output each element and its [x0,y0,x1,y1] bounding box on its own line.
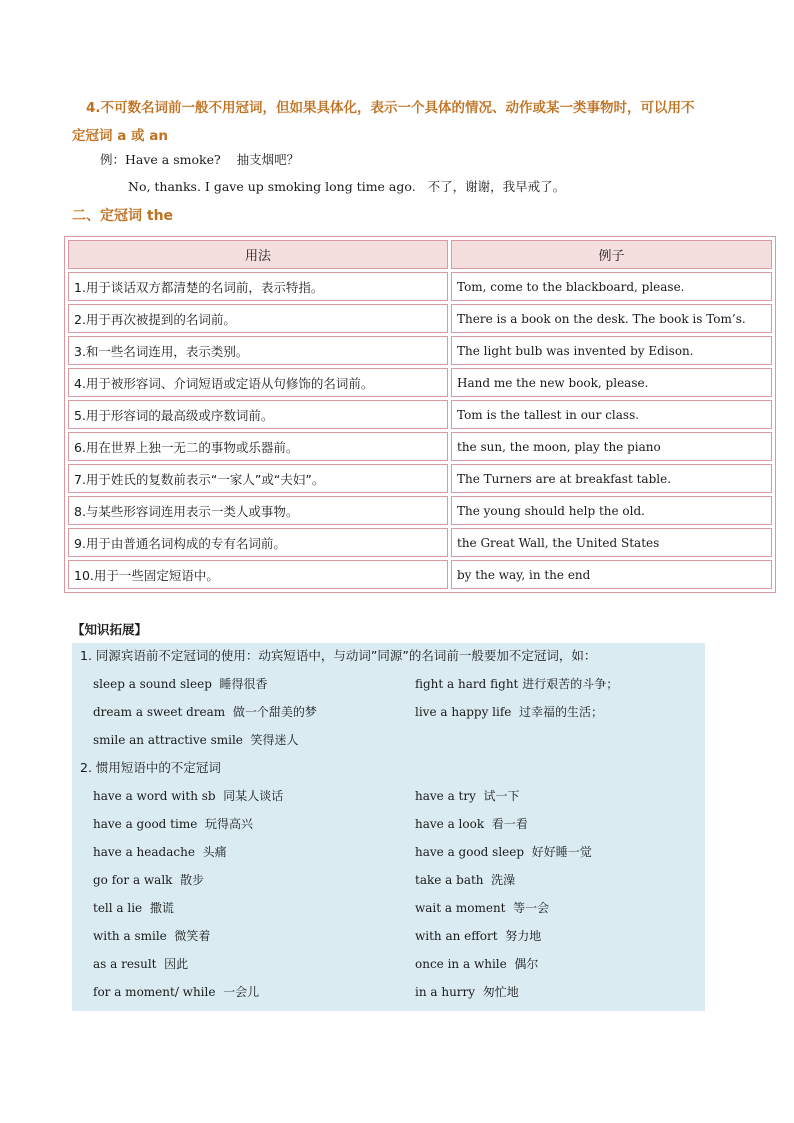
section-title-definite-article: 二、定冠词 the [72,208,174,224]
phrase-item: take a bath 洗澡 [415,873,516,887]
phrase-item: have a headache 头痛 [93,845,227,859]
phrase-item: live a happy life 过幸福的生活； [415,705,604,719]
usage-cell: 1.用于谈话双方都清楚的名词前，表示特指。 [68,272,448,301]
usage-table [64,236,776,593]
table-row [68,400,772,429]
usage-cell: 9.用于由普通名词构成的专有名词前。 [68,528,448,557]
phrase-item: fight a hard fight 进行艰苦的斗争； [415,677,619,691]
phrase-item: as a result 因此 [93,957,189,971]
phrase-item: wait a moment 等一会 [415,901,550,915]
example-cell: The young should help the old. [451,496,772,525]
rule-4-line-2: 定冠词 a 或 an [72,128,168,144]
knowledge-expansion-panel [72,643,705,1011]
example-cell: There is a book on the desk. The book is Tom’s. [451,304,772,333]
column-header-usage: 用法 [68,240,448,269]
phrase-item: have a look 看一看 [415,817,528,831]
usage-cell: 5.用于形容词的最高级或序数词前。 [68,400,448,429]
phrase-item: once in a while 偶尔 [415,957,539,971]
phrase-item: have a good sleep 好好睡一觉 [415,845,592,859]
table-row [68,432,772,461]
phrase-item: have a good time 玩得高兴 [93,817,253,831]
phrase-item: have a try 试一下 [415,789,520,803]
phrase-item: in a hurry 匆忙地 [415,985,519,999]
example-question [100,150,299,170]
usage-cell: 7.用于姓氏的复数前表示“一家人”或“夫妇”。 [68,464,448,493]
usage-cell: 4.用于被形容词、介词短语或定语从句修饰的名词前。 [68,368,448,397]
rule-4-line-1: 4.不可数名词前一般不用冠词，但如果具体化，表示一个具体的情况、动作或某一类事物时，可以用不 [86,100,695,116]
example-label: 例： [100,152,126,167]
phrase-item: tell a lie 撒谎 [93,901,174,915]
usage-cell: 2.用于再次被提到的名词前。 [68,304,448,333]
usage-cell: 6.用在世界上独一无二的事物或乐器前。 [68,432,448,461]
example-question-en: Have a smoke? [125,152,221,167]
usage-cell: 10.用于一些固定短语中。 [68,560,448,589]
example-answer-zh: 不了，谢谢，我早戒了。 [427,179,566,194]
table-row [68,560,772,589]
table-row [68,304,772,333]
phrase-item: go for a walk 散步 [93,873,205,887]
expansion-heading-1: 1. 同源宾语前不定冠词的使用：动宾短语中，与动词”同源”的名词前一般要加不定冠词，如： [80,648,597,663]
example-answer [128,177,565,197]
table-row [68,272,772,301]
example-cell: Hand me the new book, please. [451,368,772,397]
phrase-item: smile an attractive smile 笑得迷人 [93,733,299,747]
example-cell: by the way, in the end [451,560,772,589]
table-row [68,464,772,493]
phrase-item: with an effort 努力地 [415,929,542,943]
phrase-item: have a word with sb 同某人谈话 [93,789,284,803]
example-cell: the sun, the moon, play the piano [451,432,772,461]
phrase-item: for a moment/ while 一会儿 [93,985,260,999]
table-row [68,496,772,525]
table-row [68,336,772,365]
knowledge-expansion-title: 【知识拓展】 [72,622,148,637]
example-cell: Tom, come to the blackboard, please. [451,272,772,301]
example-cell: The Turners are at breakfast table. [451,464,772,493]
phrase-item: sleep a sound sleep 睡得很香 [93,677,268,691]
table-header-row [68,240,772,269]
usage-cell: 3.和一些名词连用，表示类别。 [68,336,448,365]
phrase-item: dream a sweet dream 做一个甜美的梦 [93,705,317,719]
usage-cell: 8.与某些形容词连用表示一类人或事物。 [68,496,448,525]
table-row [68,528,772,557]
rule-4-paragraph [72,94,732,150]
example-cell: The light bulb was invented by Edison. [451,336,772,365]
example-question-zh: 抽支烟吧？ [236,152,300,167]
example-cell: Tom is the tallest in our class. [451,400,772,429]
column-header-example: 例子 [451,240,772,269]
expansion-heading-2: 2. 惯用短语中的不定冠词 [80,760,221,775]
example-cell: the Great Wall, the United States [451,528,772,557]
phrase-item: with a smile 微笑着 [93,929,211,943]
example-answer-en: No, thanks. I gave up smoking long time ago. [128,179,416,194]
table-row [68,368,772,397]
